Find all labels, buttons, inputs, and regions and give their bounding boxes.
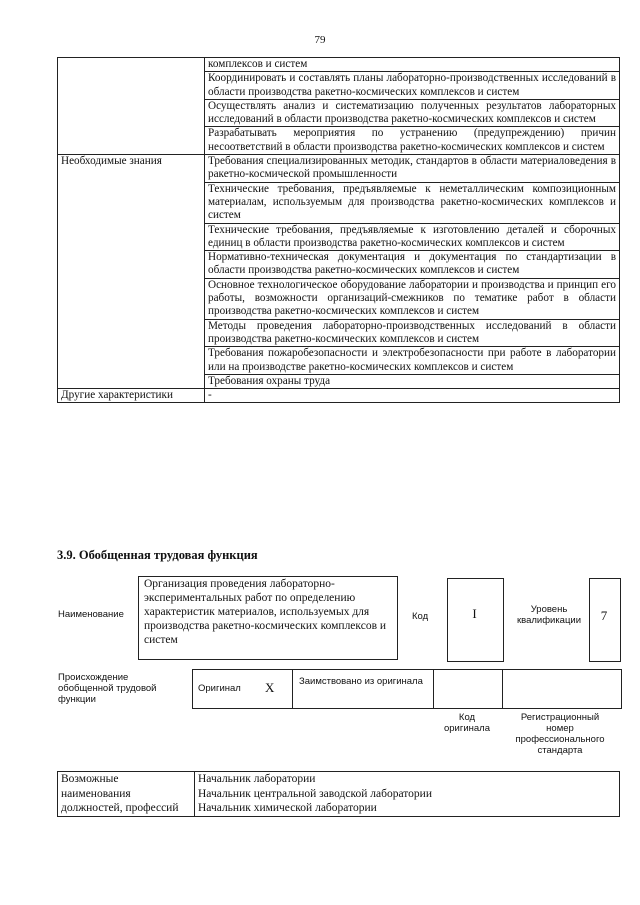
positions-table <box>57 771 620 817</box>
borrowed-label: Заимствовано из оригинала <box>299 676 423 687</box>
origin-code-caption: Код оригинала <box>443 712 490 734</box>
skills-knowledge-table <box>57 57 620 403</box>
divider <box>433 670 434 708</box>
table-cell: Разрабатывать мероприятия по устранению (предупреждению) причин несоответствий в области производства ракетно-космических комплексов и систем <box>205 127 620 155</box>
divider <box>292 670 293 708</box>
positions-list <box>195 772 620 817</box>
level-label: Уровень квалификации <box>516 604 582 626</box>
divider <box>502 670 503 708</box>
positions-label: Возможные наименования должностей, профессий <box>58 772 195 817</box>
table-cell: комплексов и систем <box>205 58 620 72</box>
table-cell: Основное технологическое оборудование лаборатории и производства и принцип его работы, возможности организаций-смежников по тематике работ в области производства ракетно-космических комплексов и систем <box>205 278 620 319</box>
registration-caption: Регистрационный номер профессионального стандарта <box>515 712 605 756</box>
table-cell: Осуществлять анализ и систематизацию полученных результатов лабораторных исследований в области производства ракетно-космических комплексов и систем <box>205 99 620 127</box>
name-label: Наименование <box>58 609 124 620</box>
row-label-knowledge: Необходимые знания <box>58 155 205 389</box>
code-value: I <box>472 606 477 621</box>
original-label: Оригинал <box>198 683 241 694</box>
table-cell: Методы проведения лабораторно-производственных исследований в области производства ракетно-космических комплексов и систем <box>205 319 620 347</box>
row-label-other: Другие характеристики <box>58 389 205 403</box>
table-cell: Технические требования, предъявляемые к неметаллическим композиционным материалам, используемым для производства ракетно-космических комплексов и систем <box>205 182 620 223</box>
table-cell: Требования специализированных методик, стандартов в области материаловедения в ракетно-космической промышленности <box>205 155 620 183</box>
row-label-empty <box>58 58 205 155</box>
page-number: 79 <box>314 34 326 46</box>
table-cell: Координировать и составлять планы лабораторно-производственных исследований в области производства ракетно-космических комплексов и систем <box>205 72 620 100</box>
list-item: Начальник центральной заводской лаборатории <box>198 787 432 800</box>
code-label: Код <box>412 611 429 622</box>
table-cell: Требования охраны труда <box>205 374 620 388</box>
table-cell: Нормативно-техническая документация и документация по стандартизации в области производства ракетно-космических комплексов и систем <box>205 251 620 279</box>
original-mark: X <box>265 680 275 695</box>
table-cell: Технические требования, предъявляемые к изготовлению деталей и сборочных единиц в области производства ракетно-космических комплексов и систем <box>205 223 620 251</box>
table-cell: - <box>205 389 620 403</box>
list-item: Начальник химической лаборатории <box>198 802 377 814</box>
origin-label: Происхождение обобщенной трудовой функции <box>58 672 157 705</box>
level-value: 7 <box>600 608 608 623</box>
section-title: 3.9. Обобщенная трудовая функция <box>57 548 258 562</box>
function-name-box: Организация проведения лабораторно-экспериментальных работ по определению характеристик материалов, используемых для производства ракетно-космических комплексов и систем <box>138 576 398 660</box>
origin-row <box>192 669 622 709</box>
list-item: Начальник лаборатории <box>198 773 316 785</box>
table-cell: Требования пожаробезопасности и электробезопасности при работе в лаборатории или на производстве ракетно-космических комплексов и систем <box>205 347 620 375</box>
